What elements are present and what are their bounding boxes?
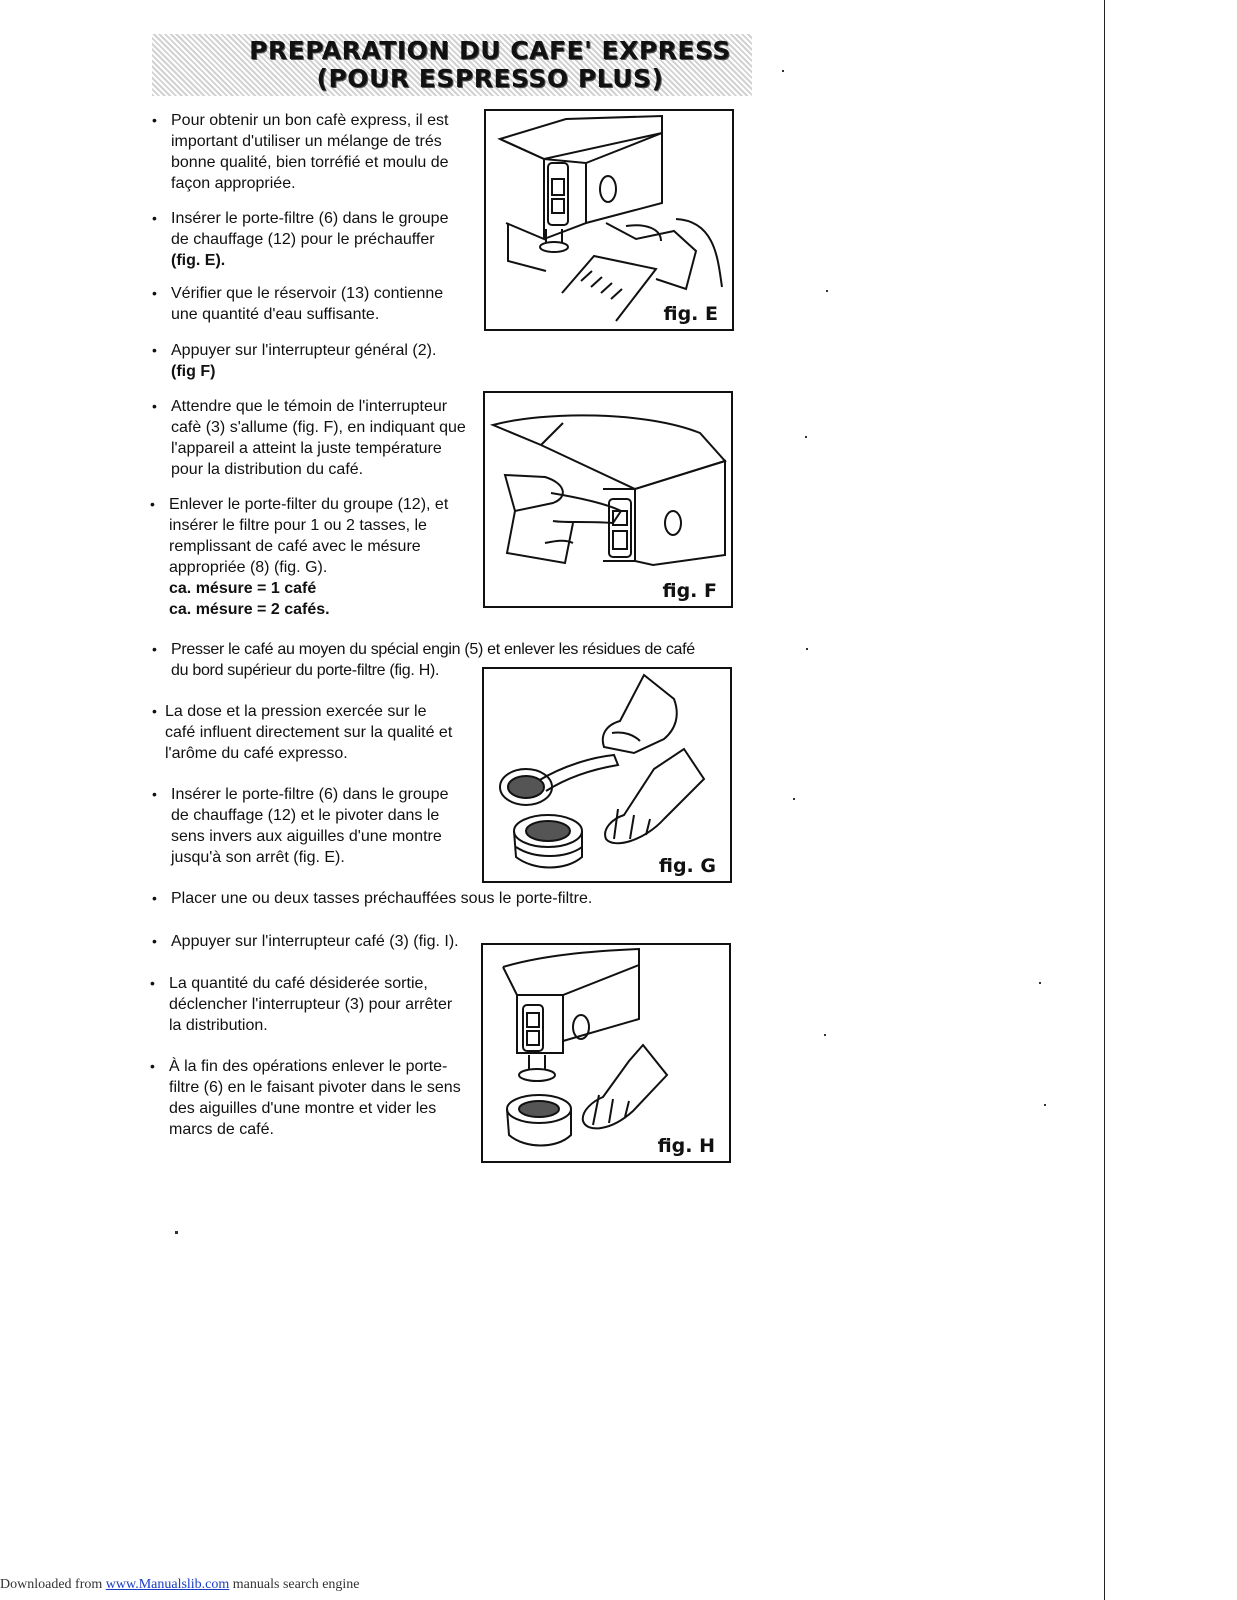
instruction-item xyxy=(152,340,437,382)
instruction-line: important d'utiliser un mélange de trés xyxy=(171,133,442,150)
right-margin-rule xyxy=(1104,0,1105,1600)
instruction-line: Attendre que le témoin de l'interrupteur xyxy=(171,398,448,415)
instruction-line: Presser le café au moyen du spécial engin (5) et enlever les résidues de café xyxy=(171,641,695,658)
instruction-line: ca. mésure = 2 cafés. xyxy=(169,601,330,618)
title-line-1: PREPARATION DU CAFE' EXPRESS xyxy=(249,36,731,65)
instruction-item xyxy=(152,701,453,764)
instruction-item xyxy=(152,931,459,952)
instruction-line: filtre (6) en le faisant pivoter dans le sens xyxy=(169,1079,461,1096)
figure-label: fig. H xyxy=(657,1135,715,1157)
instruction-line: appropriée (8) (fig. G). xyxy=(169,559,328,576)
instruction-line: Insérer le porte-filtre (6) dans le groupe xyxy=(171,210,449,227)
bullet-icon: • xyxy=(152,285,157,301)
scan-speck xyxy=(175,1231,178,1234)
instruction-line: déclencher l'interrupteur (3) pour arrêter xyxy=(169,996,453,1013)
instruction-line: insérer le filtre pour 1 ou 2 tasses, le xyxy=(169,517,427,534)
instruction-line: (fig F) xyxy=(171,363,216,380)
hand-pressing-switch-drawing xyxy=(485,393,731,606)
scan-speck xyxy=(826,290,828,292)
title-line-2: (POUR ESPRESSO PLUS) xyxy=(316,64,664,93)
figure-h-filter-illustration xyxy=(481,943,731,1163)
instruction-item xyxy=(150,1056,461,1140)
scan-speck xyxy=(805,436,807,438)
bullet-icon: • xyxy=(152,641,157,657)
figure-label: fig. F xyxy=(662,580,717,602)
instruction-line: Vérifier que le réservoir (13) contienne xyxy=(171,285,444,302)
figure-f-switch-illustration xyxy=(483,391,733,608)
instruction-line: sens invers aux aiguilles d'une montre xyxy=(171,828,442,845)
instruction-line: remplissant de café avec le mésure xyxy=(169,538,421,555)
scan-speck xyxy=(782,70,784,72)
instruction-item xyxy=(150,973,453,1036)
instruction-line: de chauffage (12) pour le préchauffer xyxy=(171,231,435,248)
instruction-line: des aiguilles d'une montre et vider les xyxy=(169,1100,437,1117)
instruction-line: pour la distribution du café. xyxy=(171,461,364,478)
footer-suffix: manuals search engine xyxy=(229,1577,360,1592)
section-title-banner xyxy=(152,34,752,96)
bullet-icon: • xyxy=(150,975,155,991)
instruction-item xyxy=(152,110,449,194)
instruction-line: (fig. E). xyxy=(171,252,226,269)
figure-g-measure-illustration xyxy=(482,667,732,883)
instruction-line: La quantité du café désiderée sortie, xyxy=(169,975,428,992)
scan-speck xyxy=(1044,1104,1046,1106)
bullet-icon: • xyxy=(152,933,157,949)
instruction-line: café influent directement sur la qualité et xyxy=(165,724,453,741)
download-footer xyxy=(0,1577,360,1593)
bullet-icon: • xyxy=(152,210,157,226)
instruction-line: jusqu'à son arrêt (fig. E). xyxy=(171,849,345,866)
instruction-line: Pour obtenir un bon cafè express, il est xyxy=(171,112,449,129)
espresso-machine-drawing xyxy=(486,111,732,329)
bullet-icon: • xyxy=(152,342,157,358)
portafilter-removal-drawing xyxy=(483,945,729,1161)
figure-label: fig. E xyxy=(663,303,718,325)
instruction-line: Enlever le porte-filter du groupe (12), et xyxy=(169,496,449,513)
instruction-line: La dose et la pression exercée sur le xyxy=(165,703,427,720)
instruction-line: Appuyer sur l'interrupteur café (3) (fig. I). xyxy=(171,933,459,950)
instruction-line: À la fin des opérations enlever le porte- xyxy=(169,1058,448,1075)
instruction-line: Appuyer sur l'interrupteur général (2). xyxy=(171,342,437,359)
bullet-icon: • xyxy=(152,890,157,906)
instruction-line: l'arôme du café expresso. xyxy=(165,745,348,762)
bullet-icon: • xyxy=(152,112,157,128)
figure-e-machine-illustration xyxy=(484,109,734,331)
bullet-icon: • xyxy=(150,496,155,512)
bullet-icon: • xyxy=(152,786,157,802)
scan-speck xyxy=(793,798,795,800)
instruction-line: la distribution. xyxy=(169,1017,268,1034)
instruction-line: Placer une ou deux tasses préchauffées sous le porte-filtre. xyxy=(171,890,593,907)
instruction-line: marcs de café. xyxy=(169,1121,274,1138)
instruction-line: cafè (3) s'allume (fig. F), en indiquant que xyxy=(171,419,466,436)
instruction-item xyxy=(152,208,449,271)
instruction-line: façon appropriée. xyxy=(171,175,296,192)
measuring-scoop-drawing xyxy=(484,669,730,881)
scan-speck xyxy=(1039,982,1041,984)
footer-prefix: Downloaded from xyxy=(0,1577,106,1592)
instruction-line: du bord supérieur du porte-filtre (fig. H). xyxy=(171,662,440,679)
figure-label: fig. G xyxy=(658,855,716,877)
manualslib-link[interactable]: www.Manualslib.com xyxy=(105,1577,230,1592)
scan-speck xyxy=(824,1034,826,1036)
instruction-item xyxy=(152,888,593,909)
instruction-item xyxy=(152,784,449,868)
bullet-icon: • xyxy=(150,1058,155,1074)
scan-speck xyxy=(806,648,808,650)
instruction-line: de chauffage (12) et le pivoter dans le xyxy=(171,807,440,824)
bullet-icon: • xyxy=(152,398,157,414)
instruction-line: ca. mésure = 1 café xyxy=(169,580,317,597)
instruction-line: bonne qualité, bien torréfié et moulu de xyxy=(171,154,449,171)
instruction-line: Insérer le porte-filtre (6) dans le groupe xyxy=(171,786,449,803)
instruction-item xyxy=(152,396,466,480)
instruction-line: l'appareil a atteint la juste température xyxy=(171,440,442,457)
instruction-item xyxy=(150,494,449,620)
bullet-icon: • xyxy=(152,703,157,719)
instruction-item xyxy=(152,283,444,325)
instruction-line: une quantité d'eau suffisante. xyxy=(171,306,380,323)
